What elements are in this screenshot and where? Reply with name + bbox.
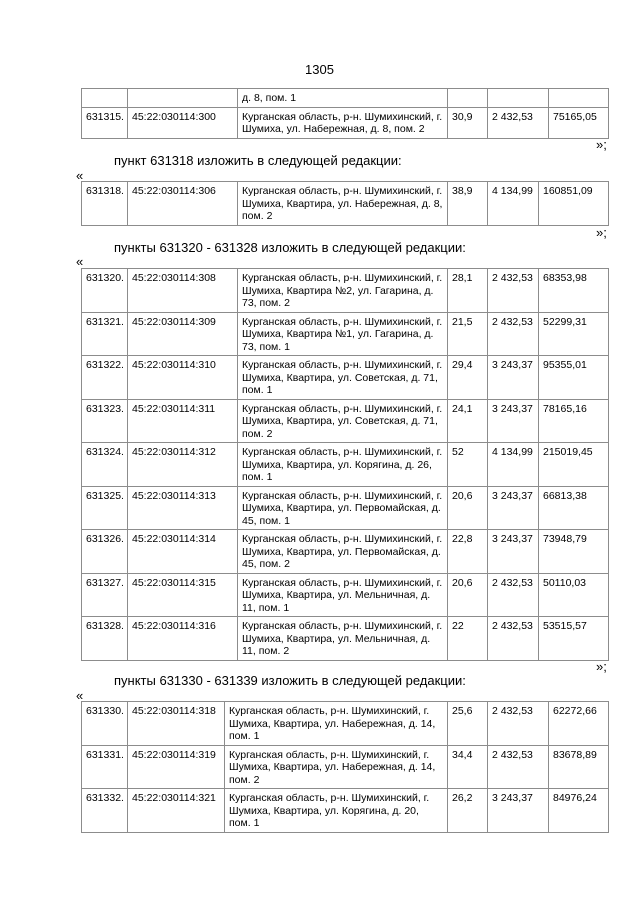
value-cell: 78165,16 [539, 399, 609, 443]
table-row [82, 399, 609, 443]
address-cell: Курганская область, р-н. Шумихинский, г. Шумиха, Квартира, ул. Мельничная, д. 11, пом. 2 [238, 617, 448, 661]
cadastral-number-cell: 45:22:030114:308 [128, 269, 238, 313]
area-cell: 20,6 [448, 573, 488, 617]
table-body [82, 89, 609, 139]
rate-cell: 4 134,99 [488, 182, 539, 226]
address-cell: Курганская область, р-н. Шумихинский, г. Шумиха, Квартира №1, ул. Гагарина, д. 73, пом. 1 [238, 312, 448, 356]
rate-cell: 3 243,37 [488, 486, 539, 530]
row-number-cell: 631318. [82, 182, 128, 226]
value-cell: 160851,09 [539, 182, 609, 226]
table-row [82, 356, 609, 400]
table-row [82, 702, 609, 746]
table-row [82, 443, 609, 487]
table-row [82, 269, 609, 313]
table-row [82, 530, 609, 574]
cadastral-number-cell: 45:22:030114:319 [128, 745, 225, 789]
registry-table-continuation [81, 88, 609, 139]
row-number-cell: 631315. [82, 107, 128, 138]
area-cell: 24,1 [448, 399, 488, 443]
area-cell: 38,9 [448, 182, 488, 226]
opening-quote: « [76, 254, 84, 269]
cadastral-number-cell: 45:22:030114:310 [128, 356, 238, 400]
cadastral-number-cell: 45:22:030114:300 [128, 107, 238, 138]
amendment-instruction: пункты 631330 - 631339 изложить в следующей редакции: [114, 673, 466, 688]
registry-table-631320-631328 [81, 268, 609, 661]
closing-quote: »; [596, 137, 607, 152]
cadastral-number-cell: 45:22:030114:309 [128, 312, 238, 356]
amendment-instruction: пункты 631320 - 631328 изложить в следующей редакции: [114, 240, 466, 255]
address-cell: Курганская область, р-н. Шумихинский, г. Шумиха, Квартира №2, ул. Гагарина, д. 73, пом. 2 [238, 269, 448, 313]
row-number-cell: 631322. [82, 356, 128, 400]
value-cell: 68353,98 [539, 269, 609, 313]
value-cell: 66813,38 [539, 486, 609, 530]
value-cell: 62272,66 [549, 702, 609, 746]
area-cell: 21,5 [448, 312, 488, 356]
address-cell: Курганская область, р-н. Шумихинский, г. Шумиха, Квартира, ул. Советская, д. 71, пом. 2 [238, 399, 448, 443]
address-cell: д. 8, пом. 1 [238, 89, 448, 108]
registry-table-631318 [81, 181, 609, 226]
address-cell: Курганская область, р-н. Шумихинский, г. Шумиха, Квартира, ул. Корягина, д. 26, пом. 1 [238, 443, 448, 487]
area-cell [448, 89, 488, 108]
cadastral-number-cell: 45:22:030114:318 [128, 702, 225, 746]
rate-cell: 2 432,53 [488, 702, 549, 746]
row-number-cell: 631320. [82, 269, 128, 313]
value-cell: 75165,05 [549, 107, 609, 138]
rate-cell: 2 432,53 [488, 269, 539, 313]
cadastral-number-cell: 45:22:030114:316 [128, 617, 238, 661]
area-cell: 25,6 [448, 702, 488, 746]
table-body [82, 702, 609, 833]
row-number-cell [82, 89, 128, 108]
address-cell: Курганская область, р-н. Шумихинский, г. Шумиха, Квартира, ул. Советская, д. 71, пом. 1 [238, 356, 448, 400]
row-number-cell: 631330. [82, 702, 128, 746]
rate-cell: 2 432,53 [488, 107, 549, 138]
table-row [82, 617, 609, 661]
address-cell: Курганская область, р-н. Шумихинский, г. Шумиха, Квартира, ул. Первомайская, д. 45, пом. 2 [238, 530, 448, 574]
table-row [82, 107, 609, 138]
table-row [82, 486, 609, 530]
page-number: 1305 [305, 62, 334, 77]
rate-cell: 2 432,53 [488, 745, 549, 789]
rate-cell: 2 432,53 [488, 573, 539, 617]
rate-cell: 2 432,53 [488, 312, 539, 356]
value-cell: 84976,24 [549, 789, 609, 833]
cadastral-number-cell [128, 89, 238, 108]
cadastral-number-cell: 45:22:030114:321 [128, 789, 225, 833]
rate-cell: 2 432,53 [488, 617, 539, 661]
amendment-instruction: пункт 631318 изложить в следующей редакции: [114, 153, 402, 168]
area-cell: 34,4 [448, 745, 488, 789]
rate-cell: 3 243,37 [488, 356, 539, 400]
rate-cell: 3 243,37 [488, 530, 539, 574]
registry-table-631330-631339 [81, 701, 609, 833]
row-number-cell: 631331. [82, 745, 128, 789]
value-cell: 53515,57 [539, 617, 609, 661]
row-number-cell: 631327. [82, 573, 128, 617]
area-cell: 30,9 [448, 107, 488, 138]
row-number-cell: 631328. [82, 617, 128, 661]
address-cell: Курганская область, р-н. Шумихинский, г. Шумиха, Квартира, ул. Набережная, д. 14, пом. 2 [225, 745, 448, 789]
area-cell: 52 [448, 443, 488, 487]
table-row [82, 789, 609, 833]
cadastral-number-cell: 45:22:030114:312 [128, 443, 238, 487]
value-cell: 83678,89 [549, 745, 609, 789]
row-number-cell: 631324. [82, 443, 128, 487]
table-body [82, 182, 609, 226]
value-cell: 50110,03 [539, 573, 609, 617]
area-cell: 22,8 [448, 530, 488, 574]
opening-quote: « [76, 168, 84, 183]
value-cell [549, 89, 609, 108]
address-cell: Курганская область, р-н. Шумихинский, г. Шумиха, ул. Набережная, д. 8, пом. 2 [238, 107, 448, 138]
table-body [82, 269, 609, 661]
rate-cell: 4 134,99 [488, 443, 539, 487]
area-cell: 22 [448, 617, 488, 661]
row-number-cell: 631332. [82, 789, 128, 833]
address-cell: Курганская область, р-н. Шумихинский, г. Шумиха, Квартира, ул. Первомайская, д. 45, пом. 1 [238, 486, 448, 530]
table-row [82, 745, 609, 789]
cadastral-number-cell: 45:22:030114:313 [128, 486, 238, 530]
cadastral-number-cell: 45:22:030114:306 [128, 182, 238, 226]
value-cell: 95355,01 [539, 356, 609, 400]
address-cell: Курганская область, р-н. Шумихинский, г. Шумиха, Квартира, ул. Набережная, д. 14, пом. 1 [225, 702, 448, 746]
opening-quote: « [76, 688, 84, 703]
table-row [82, 89, 609, 108]
area-cell: 20,6 [448, 486, 488, 530]
cadastral-number-cell: 45:22:030114:311 [128, 399, 238, 443]
value-cell: 73948,79 [539, 530, 609, 574]
rate-cell: 3 243,37 [488, 399, 539, 443]
row-number-cell: 631326. [82, 530, 128, 574]
table-row [82, 182, 609, 226]
row-number-cell: 631325. [82, 486, 128, 530]
address-cell: Курганская область, р-н. Шумихинский, г. Шумиха, Квартира, ул. Мельничная, д. 11, пом. 1 [238, 573, 448, 617]
row-number-cell: 631323. [82, 399, 128, 443]
table-row [82, 573, 609, 617]
area-cell: 28,1 [448, 269, 488, 313]
value-cell: 215019,45 [539, 443, 609, 487]
rate-cell: 3 243,37 [488, 789, 549, 833]
rate-cell [488, 89, 549, 108]
closing-quote: »; [596, 225, 607, 240]
cadastral-number-cell: 45:22:030114:314 [128, 530, 238, 574]
table-row [82, 312, 609, 356]
closing-quote: »; [596, 659, 607, 674]
area-cell: 29,4 [448, 356, 488, 400]
address-cell: Курганская область, р-н. Шумихинский, г. Шумиха, Квартира, ул. Корягина, д. 20, пом. 1 [225, 789, 448, 833]
row-number-cell: 631321. [82, 312, 128, 356]
address-cell: Курганская область, р-н. Шумихинский, г. Шумиха, Квартира, ул. Набережная, д. 8, пом. 2 [238, 182, 448, 226]
cadastral-number-cell: 45:22:030114:315 [128, 573, 238, 617]
value-cell: 52299,31 [539, 312, 609, 356]
area-cell: 26,2 [448, 789, 488, 833]
